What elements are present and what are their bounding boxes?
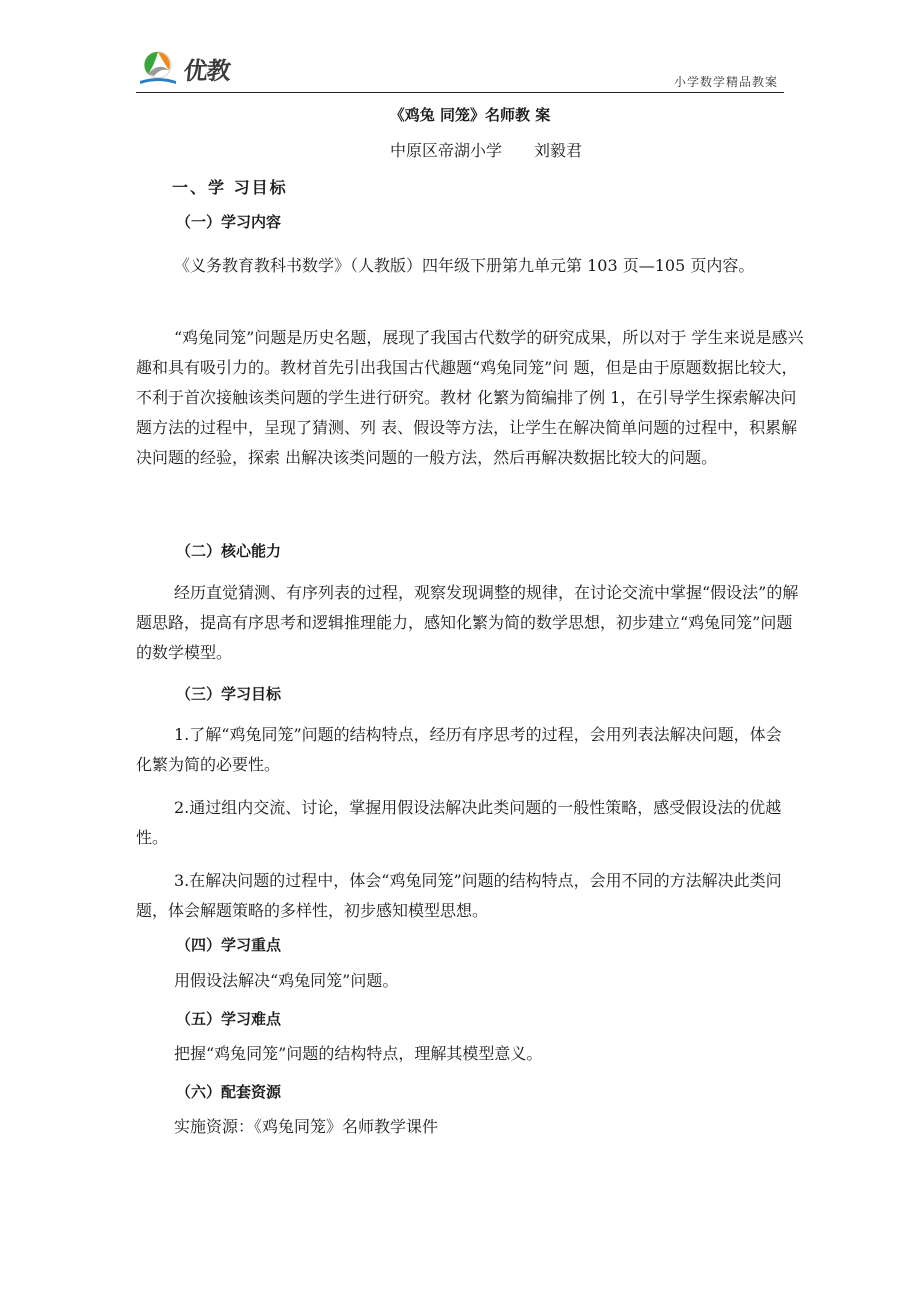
paragraph-core-ability: 经历直觉猜测、有序列表的过程，观察发现调整的规律，在讨论交流中掌握“假设法”的解题思路，提高有序思考和逻辑推理能力，感知化繁为简的数学思想，初步建立“鸡兔同笼”问题的数学模型。 [136,583,799,662]
document-author: 中原区帝湖小学 刘毅君 [389,141,582,160]
paragraph-difficulties: 把握“鸡兔同笼”问题的结构特点，理解其模型意义。 [174,1044,543,1063]
subheading-core-ability: （二）核心能力 [176,542,282,560]
logo [136,48,230,88]
objective-item-2: 2.通过组内交流、讨论，掌握用假设法解决此类问题的一般性策略，感受假设法的优越性。 [136,798,782,847]
section-heading-learning-goals: 一、学 习目标 [172,178,288,197]
paragraph-key-points: 用假设法解决“鸡兔同笼”问题。 [174,971,399,990]
subheading-difficulties: （五）学习难点 [176,1010,282,1028]
page-header [136,44,784,93]
subheading-learning-objectives: （三）学习目标 [176,685,282,703]
paragraph-resources: 实施资源：《鸡兔同笼》名师教学课件 [174,1117,439,1136]
logo-text: 优教 [182,56,232,85]
subheading-learning-content: （一）学习内容 [176,213,282,231]
objective-item-1: 1.了解“鸡兔同笼”问题的结构特点，经历有序思考的过程，会用列表法解决问题，体会化繁为简的必要性。 [136,725,782,774]
logo-icon [136,48,180,88]
paragraph-learning-content: 《义务教育教科书数学》（人教版）四年级下册第九单元第 103 页—105 页内容。 [174,256,755,275]
paragraph-learning-content-detail: “鸡兔同笼”问题是历史名题，展现了我国古代数学的研究成果，所以对于 学生来说是感兴趣和具有吸引力的。教材首先引出我国古代趣题“鸡兔同笼”问 题，但是由于原题数据比较大，不利于首次接触该类问题的学生进行研究。教材 化繁为简编排了例 1，在引导学生探索解决问题方法的过程中，呈现了猜测、列 表、假设等方法，让学生在解决简单问题的过程中，积累解决问题的经验，探索 出解决该类问题的一般方法，然后再解决数据比较大的问题。 [136,328,804,467]
document-title: 《鸡兔 同笼》名师教 案 [389,106,551,124]
objective-item-3: 3.在解决问题的过程中，体会“鸡兔同笼”问题的结构特点，会用不同的方法解决此类问题，体会解题策略的多样性，初步感知模型思想。 [136,871,782,920]
header-category-label: 小学数学精品教案 [673,75,778,89]
subheading-key-points: （四）学习重点 [176,936,282,954]
subheading-resources: （六）配套资源 [176,1083,282,1101]
